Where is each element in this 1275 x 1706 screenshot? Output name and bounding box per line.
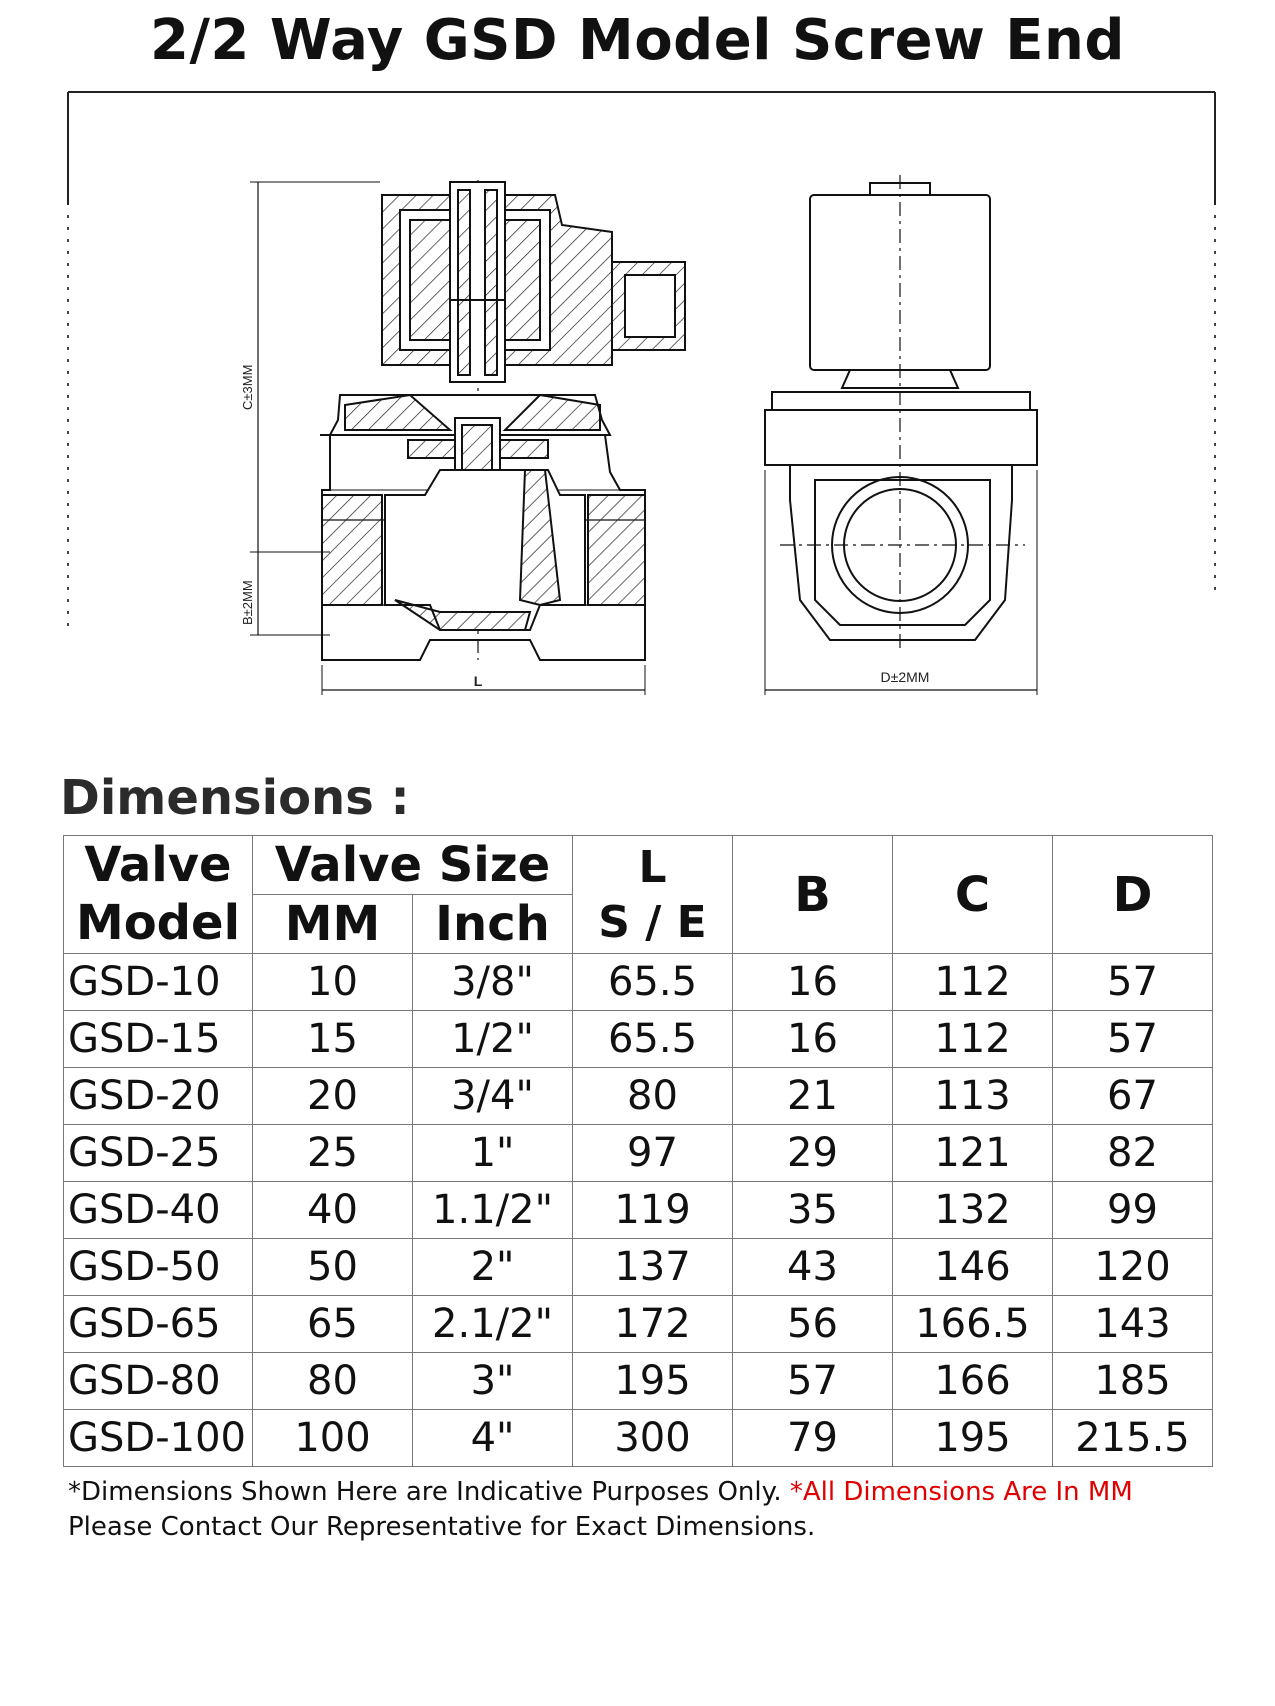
side-section-view: [250, 180, 685, 695]
header-inch: Inch: [413, 895, 573, 954]
page-title: 2/2 Way GSD Model Screw End: [149, 8, 1125, 73]
cell-c: 112: [893, 954, 1053, 1011]
front-view: [765, 175, 1037, 695]
cell-mm: 40: [253, 1182, 413, 1239]
header-valve-size: Valve Size: [253, 836, 573, 895]
cell-model: GSD-100: [64, 1410, 253, 1467]
table-row: [64, 1068, 1213, 1125]
cell-c: 113: [893, 1068, 1053, 1125]
cell-mm: 100: [253, 1410, 413, 1467]
header-b: B: [733, 836, 893, 954]
header-valve-model: Valve Model: [64, 836, 253, 954]
cell-b: 29: [733, 1125, 893, 1182]
cell-inch: 3/8": [413, 954, 573, 1011]
table-row: [64, 1182, 1213, 1239]
cell-model: GSD-20: [64, 1068, 253, 1125]
cell-model: GSD-10: [64, 954, 253, 1011]
table-row: [64, 1125, 1213, 1182]
cell-inch: 2": [413, 1239, 573, 1296]
cell-c: 166: [893, 1353, 1053, 1410]
table-row: [64, 1239, 1213, 1296]
drawing-frame: [68, 92, 1215, 205]
cell-b: 57: [733, 1353, 893, 1410]
table-row: [64, 954, 1213, 1011]
dimension-label-b: B±2MM: [240, 580, 255, 625]
cell-b: 35: [733, 1182, 893, 1239]
cell-l: 65.5: [573, 954, 733, 1011]
header-l: L S / E: [573, 836, 733, 954]
cell-l: 300: [573, 1410, 733, 1467]
dimension-label-l: L: [473, 673, 483, 689]
cell-d: 185: [1053, 1353, 1213, 1410]
cell-l: 119: [573, 1182, 733, 1239]
dimension-label-d: D±2MM: [880, 669, 930, 685]
valve-technical-drawing: [0, 0, 1275, 720]
cell-c: 195: [893, 1410, 1053, 1467]
cell-inch: 3/4": [413, 1068, 573, 1125]
cell-d: 67: [1053, 1068, 1213, 1125]
cell-d: 99: [1053, 1182, 1213, 1239]
footnote-disclaimer: [68, 1477, 1133, 1507]
cell-d: 143: [1053, 1296, 1213, 1353]
cell-d: 82: [1053, 1125, 1213, 1182]
cell-inch: 4": [413, 1410, 573, 1467]
cell-mm: 20: [253, 1068, 413, 1125]
header-d: D: [1053, 836, 1213, 954]
header-c: C: [893, 836, 1053, 954]
cell-model: GSD-15: [64, 1011, 253, 1068]
table-row: [64, 1353, 1213, 1410]
footnote-contact: Please Contact Our Representative for Exact Dimensions.: [68, 1512, 816, 1542]
cell-model: GSD-40: [64, 1182, 253, 1239]
cell-c: 166.5: [893, 1296, 1053, 1353]
cell-inch: 1.1/2": [413, 1182, 573, 1239]
cell-mm: 80: [253, 1353, 413, 1410]
cell-b: 16: [733, 1011, 893, 1068]
cell-inch: 2.1/2": [413, 1296, 573, 1353]
cell-c: 146: [893, 1239, 1053, 1296]
dimensions-heading: Dimensions :: [60, 770, 410, 826]
dimensions-table: [63, 835, 1213, 1467]
cell-b: 79: [733, 1410, 893, 1467]
cell-inch: 3": [413, 1353, 573, 1410]
cell-mm: 15: [253, 1011, 413, 1068]
table-row: [64, 1011, 1213, 1068]
cell-model: GSD-80: [64, 1353, 253, 1410]
table-row: [64, 1296, 1213, 1353]
cell-model: GSD-50: [64, 1239, 253, 1296]
cell-mm: 10: [253, 954, 413, 1011]
cell-l: 172: [573, 1296, 733, 1353]
cell-model: GSD-65: [64, 1296, 253, 1353]
cell-b: 21: [733, 1068, 893, 1125]
cell-mm: 50: [253, 1239, 413, 1296]
dimension-label-c: C±3MM: [240, 364, 255, 410]
cell-c: 132: [893, 1182, 1053, 1239]
table-header-row: [64, 836, 1213, 895]
cell-l: 80: [573, 1068, 733, 1125]
cell-b: 56: [733, 1296, 893, 1353]
cell-b: 16: [733, 954, 893, 1011]
cell-l: 97: [573, 1125, 733, 1182]
cell-d: 57: [1053, 1011, 1213, 1068]
cell-inch: 1": [413, 1125, 573, 1182]
cell-mm: 25: [253, 1125, 413, 1182]
cell-c: 112: [893, 1011, 1053, 1068]
table-row: [64, 1410, 1213, 1467]
cell-mm: 65: [253, 1296, 413, 1353]
header-mm: MM: [253, 895, 413, 954]
cell-l: 137: [573, 1239, 733, 1296]
cell-d: 57: [1053, 954, 1213, 1011]
cell-b: 43: [733, 1239, 893, 1296]
disclaimer-text: *Dimensions Shown Here are Indicative Purposes Only.: [68, 1477, 782, 1507]
cell-inch: 1/2": [413, 1011, 573, 1068]
cell-d: 120: [1053, 1239, 1213, 1296]
cell-model: GSD-25: [64, 1125, 253, 1182]
cell-c: 121: [893, 1125, 1053, 1182]
cell-l: 195: [573, 1353, 733, 1410]
cell-d: 215.5: [1053, 1410, 1213, 1467]
cell-l: 65.5: [573, 1011, 733, 1068]
units-note: *All Dimensions Are In MM: [789, 1477, 1133, 1507]
